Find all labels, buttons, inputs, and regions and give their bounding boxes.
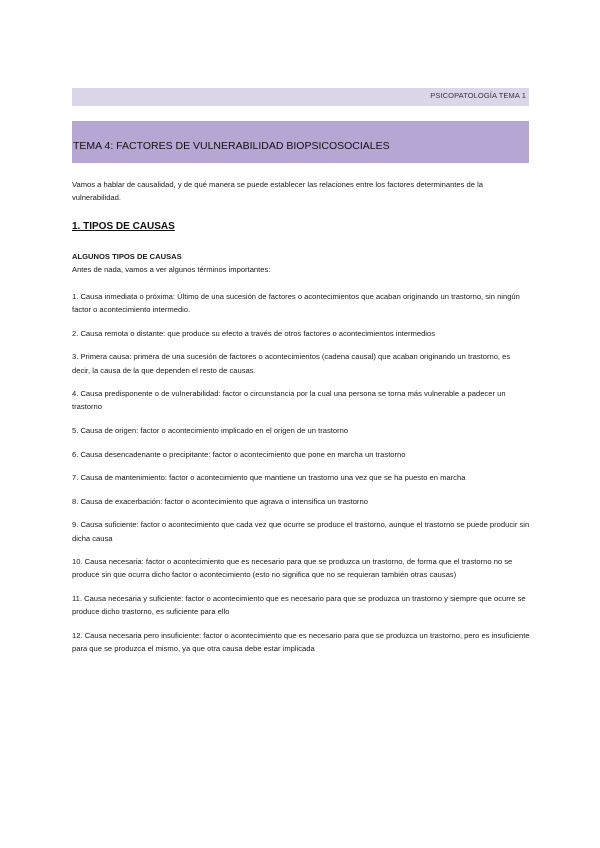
list-item: 5. Causa de origen: factor o acontecimiento implicado en el origen de un trastorno	[72, 425, 349, 435]
list-item: 9. Causa suficiente: factor o acontecimiento que cada vez que ocurre se produce el trastorno, aunque el trastorno se puede producir sin dicha causa	[72, 520, 530, 543]
page-title: TEMA 4: FACTORES DE VULNERABILIDAD BIOPSICOSOCIALES	[73, 140, 390, 152]
list-item: 12. Causa necesaria pero insuficiente: factor o acontecimiento que es necesario para que se produzca un trastorno, pero es insuficiente para que se produzca el mismo, ya que otra causa debe estar implicada	[72, 630, 530, 653]
list-item: 2. Causa remota o distante: que produce su efecto a través de otros factores o acontecimientos intermedios	[72, 328, 436, 338]
list-item: 1. Causa inmediata o próxima: Último de una sucesión de factores o acontecimientos que acaban originando un trastorno, sin ningún factor o acontecimiento intermedio.	[72, 292, 520, 315]
section-heading: 1. TIPOS DE CAUSAS	[72, 221, 175, 232]
intro-paragraph: Vamos a hablar de causalidad, y de qué manera se puede establecer las relaciones entre los factores determinantes de la vulnerabilidad.	[72, 180, 484, 202]
subheading-intro: Antes de nada, vamos a ver algunos términos importantes:	[72, 265, 271, 274]
list-item: 10. Causa necesaria: factor o acontecimiento que es necesario para que se produzca un trastorno, de forma que el trastorno no se produce sin que ocurra dicho factor o acontecimiento (esto no significa que no se requieran también otras causas)	[72, 557, 513, 580]
running-header-bar	[72, 88, 529, 106]
list-item: 4. Causa predisponente o de vulnerabilidad: factor o circunstancia por la cual una persona se torna más vulnerable a padecer un trastorno	[72, 389, 506, 412]
list-item: 11. Causa necesaria y suficiente: factor o acontecimiento que es necesario para que se produzca un trastorno y siempre que ocurre se produce dicho trastorno, es suficiente para ello	[72, 593, 526, 617]
list-item: 3. Primera causa: primera de una sucesión de factores o acontecimientos (cadena causal) que acaban originando un trastorno, es decir, la causa de la que dependen el resto de causas.	[72, 352, 511, 375]
subheading: ALGUNOS TIPOS DE CAUSAS	[72, 252, 182, 261]
list-item: 8. Causa de exacerbación: factor o acontecimiento que agrava o intensifica un trastorno	[72, 496, 368, 506]
list-item: 7. Causa de mantenimiento: factor o acontecimiento que mantiene un trastorno una vez que se ha puesto en marcha	[72, 473, 466, 483]
title-banner	[72, 121, 529, 163]
running-header: PSICOPATOLOGÍA TEMA 1	[430, 91, 526, 100]
list-item: 6. Causa desencadenante o precipitante: factor o acontecimiento que pone en marcha un trastorno	[72, 449, 406, 459]
causes-list	[72, 290, 530, 666]
